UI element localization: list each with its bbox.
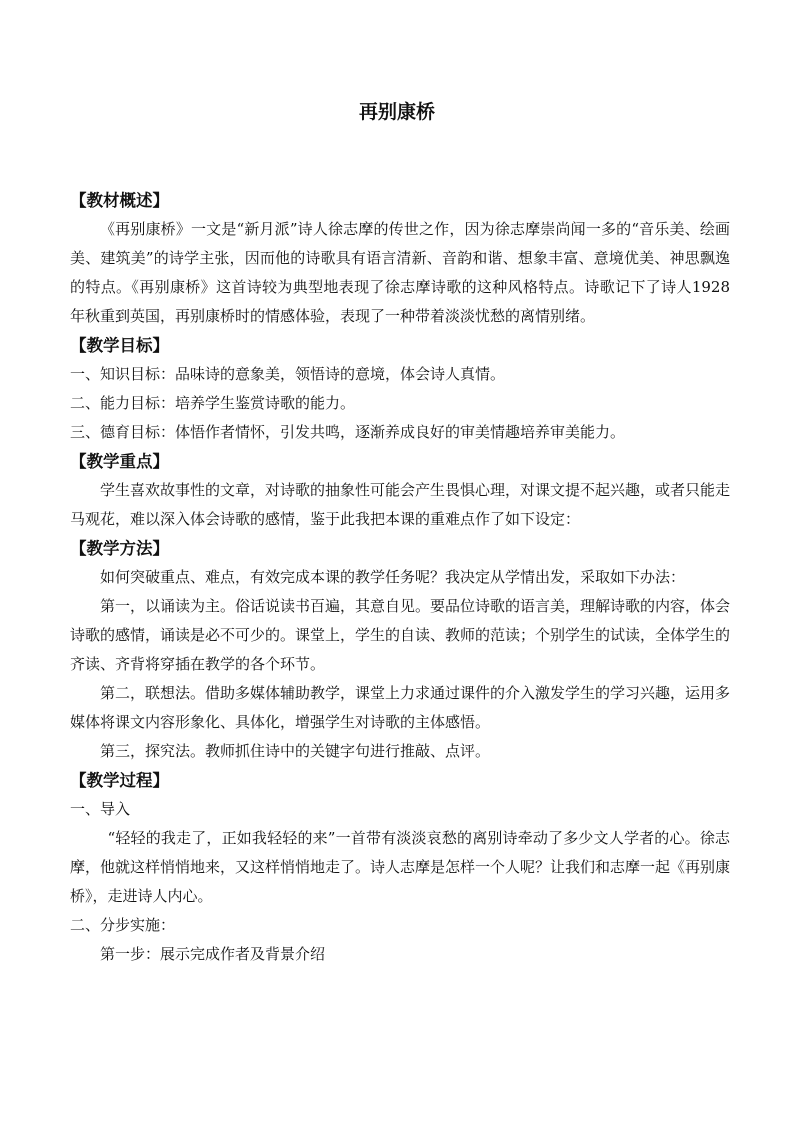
overview-paragraph: 《再别康桥》一文是“新月派”诗人徐志摩的传世之作，因为徐志摩崇尚闻一多的“音乐美、绘画美、建筑美”的诗学主张，因而他的诗歌具有语言清新、音韵和谐、想象丰富、意境优美、神思飘逸的特点。《再别康桥》这首诗较为典型地表现了徐志摩诗歌的这种风格特点。诗歌记下了诗人1928年秋重到英国，再别康桥时的情感体验，表现了一种带着淡淡忧愁的离情别绪。 — [70, 220, 730, 325]
process-heading: 【教学过程】 — [70, 771, 169, 790]
overview-heading: 【教材概述】 — [70, 191, 169, 210]
methods-heading: 【教学方法】 — [70, 539, 169, 558]
methods-association: 第二，联想法。借助多媒体辅助教学，课堂上力求通过课件的介入激发学生的学习兴趣，运用多媒体将课文内容形象化、具体化，增强学生对诗歌的主体感悟。 — [70, 684, 731, 731]
focus-paragraph: 学生喜欢故事性的文章，对诗歌的抽象性可能会产生畏惧心理，对课文提不起兴趣，或者只能走马观花，难以深入体会诗歌的感情，鉴于此我把本课的重难点作了如下设定： — [70, 481, 731, 528]
document-title: 再别康桥 — [358, 101, 435, 123]
document-body — [70, 186, 730, 969]
focus-heading: 【教学重点】 — [70, 452, 169, 471]
process-intro-label: 一、导入 — [70, 800, 131, 818]
goal-item-knowledge: 一、知识目标：品味诗的意象美，领悟诗的意境，体会诗人真情。 — [70, 365, 506, 383]
methods-inquiry: 第三，探究法。教师抓住诗中的关键字句进行推敲、点评。 — [100, 742, 491, 760]
methods-recitation: 第一，以诵读为主。俗话说读书百遍，其意自见。要品位诗歌的语言美，理解诗歌的内容，体会诗歌的感情，诵读是必不可少的。课堂上，学生的自读、教师的范读；个别学生的试读，全体学生的齐读、齐背将穿插在教学的各个环节。 — [70, 597, 731, 673]
goal-item-ability: 二、能力目标：培养学生鉴赏诗歌的能力。 — [70, 394, 356, 412]
process-intro-paragraph: “轻轻的我走了，正如我轻轻的来”一首带有淡淡哀愁的离别诗牵动了多少文人学者的心。徐志摩，他就这样悄悄地来，又这样悄悄地走了。诗人志摩是怎样一个人呢？让我们和志摩一起《再别康桥》，走进诗人内心。 — [70, 829, 731, 905]
goals-heading: 【教学目标】 — [70, 336, 169, 355]
methods-intro: 如何突破重点、难点，有效完成本课的教学任务呢？我决定从学情出发，采取如下办法： — [100, 568, 686, 586]
process-step-1: 第一步：展示完成作者及背景介绍 — [100, 945, 326, 963]
process-steps-label: 二、分步实施： — [70, 916, 176, 934]
goal-item-moral: 三、德育目标：体悟作者情怀，引发共鸣，逐渐养成良好的审美情趣培养审美能力。 — [70, 423, 626, 441]
